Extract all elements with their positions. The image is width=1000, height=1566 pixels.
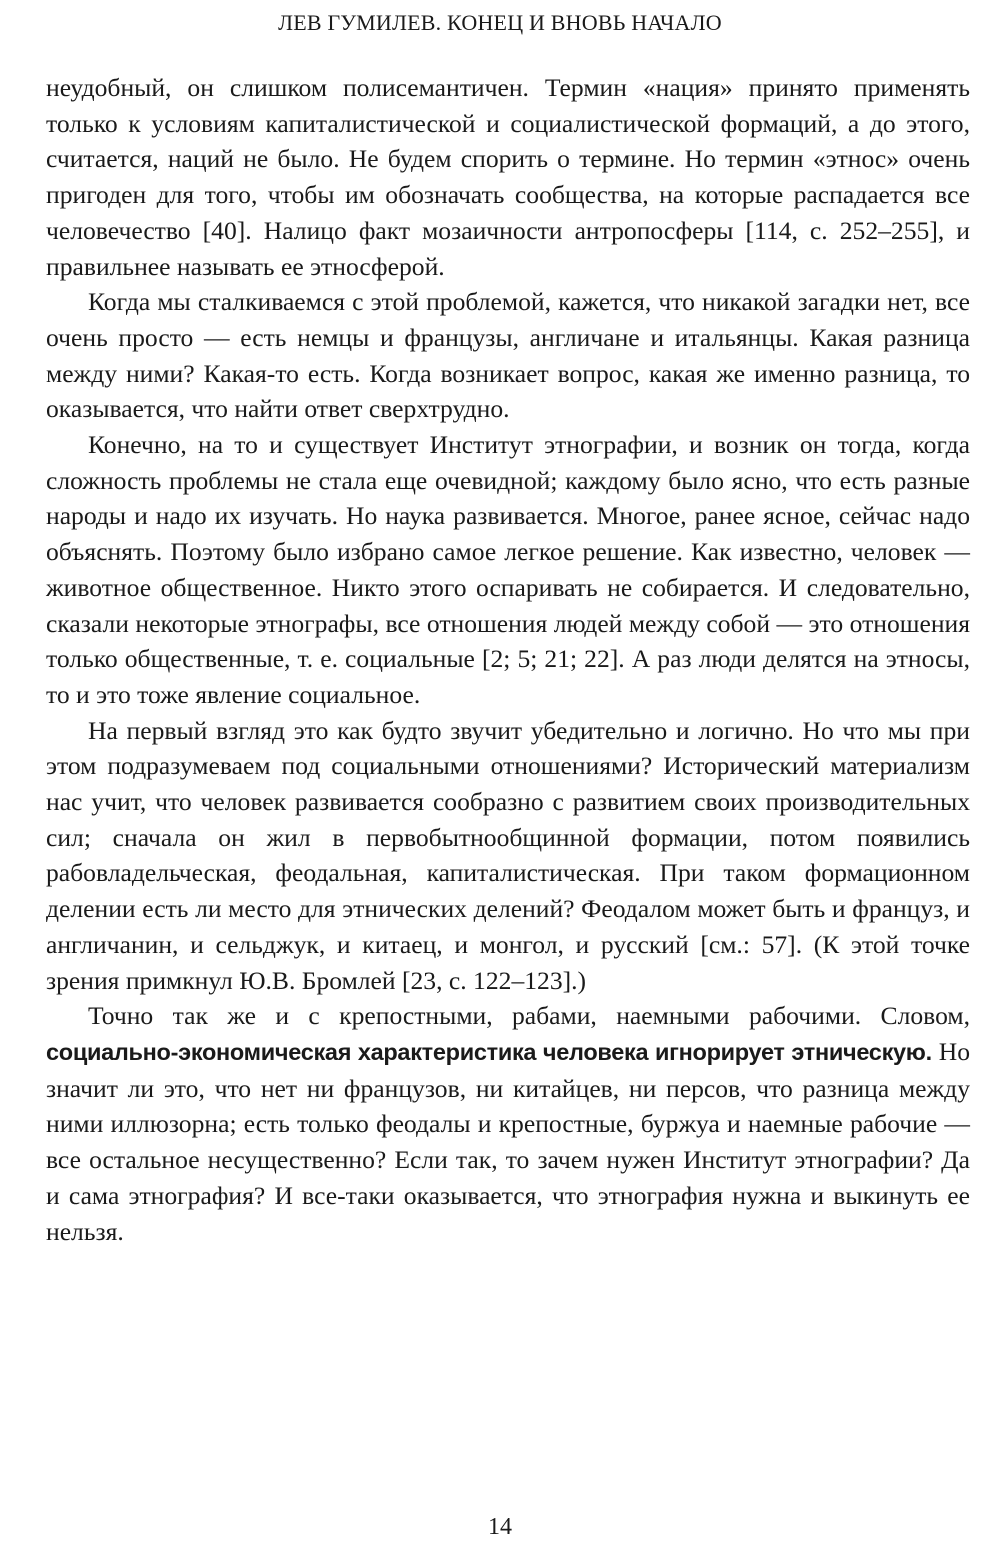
paragraph-5-bold-emphasis: социально-экономическая характеристика человека игнорирует этническую. xyxy=(46,1038,932,1065)
paragraph-4: На первый взгляд это как будто звучит убедительно и логично. Но что мы при этом подразумеваем под социальными отношениями? Исторический материализм нас учит, что человек развивается сообразно с развитием своих производительных сил; сначала он жил в первобытнообщинной формации, потом появились рабовладельческая, феодальная, капиталистическая. При таком формационном делении есть ли место для этнических делений? Феодалом может быть и француз, и англичанин, и сельджук, и китаец, и монгол, и русский [см.: 57]. (К этой точке зрения примкнул Ю.В. Бромлей [23, с. 122–123].) xyxy=(46,715,970,995)
paragraph-1: неудобный, он слишком полисемантичен. Термин «нация» принято применять только к условиям капиталистической и социалистической формаций, а до этого, считается, наций не было. Не будем спорить о термине. Но термин «этнос» очень пригоден для того, чтобы им обозначать сообщества, на которые распадается все человечество [40]. Налицо факт мозаичности антропосферы [114, с. 252–255], и правильнее называть ее этносферой. xyxy=(46,73,970,281)
page-number: 14 xyxy=(488,1514,512,1540)
body-text xyxy=(46,70,970,1249)
running-title: ЛЕВ ГУМИЛЕВ. КОНЕЦ И ВНОВЬ НАЧАЛО xyxy=(278,10,722,35)
paragraph-3: Конечно, на то и существует Институт этнографии, и возник он тогда, когда сложность проблемы не стала еще очевидной; каждому было ясно, что есть разные народы и надо их изучать. Но наука развивается. Многое, ранее ясное, сейчас надо объяснять. Поэтому было избрано самое легкое решение. Как известно, человек — животное общественное. Никто этого оспаривать не собирается. И следовательно, сказали некоторые этнографы, все отношения людей между собой — это отношения только общественные, т. е. социальные [2; 5; 21; 22]. А раз люди делятся на этносы, то и это тоже явление социальное. xyxy=(46,430,970,709)
paragraph-5-text-after: Но значит ли это, что нет ни французов, ни китайцев, ни персов, что разница между ними иллюзорна; есть только феодалы и крепостные, буржуа и наемные рабочие — все остальное несущественно? Если так, то зачем нужен Институт этнографии? Да и сама этнография? И все-таки оказывается, что этнография нужна и выкинуть ее нельзя. xyxy=(46,1036,970,1246)
paragraph-5 xyxy=(46,998,970,1249)
paragraph-5-text-before: Точно так же и с крепостными, рабами, наемными рабочими. Словом, xyxy=(88,1001,970,1031)
paragraph-2: Когда мы сталкиваемся с этой проблемой, кажется, что никакой загадки нет, все очень просто — есть немцы и французы, англичане и итальянцы. Какая разница между ними? Какая-то есть. Когда возникает вопрос, какая же именно разница, то оказывается, что найти ответ сверхтрудно. xyxy=(46,287,970,424)
